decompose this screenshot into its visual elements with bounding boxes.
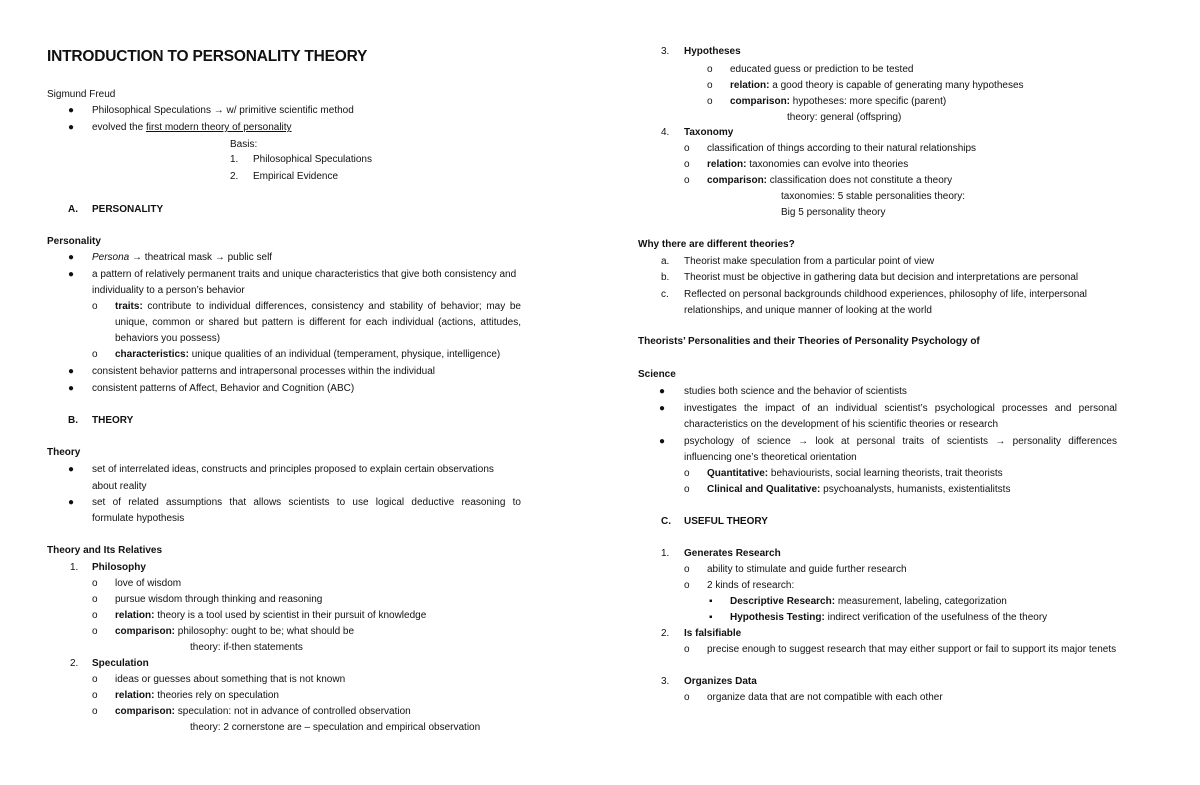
- traits-label: traits:: [115, 301, 143, 312]
- theory-bullet-2-line-2: formulate hypothesis: [92, 513, 185, 524]
- why-heading: Why there are different theories?: [638, 239, 795, 250]
- bullet-marker: ●: [659, 403, 666, 414]
- traits-line-3: behaviors you possess): [115, 333, 221, 344]
- science-bullet-3-line-2: influencing one’s theoretical orientation: [684, 452, 857, 463]
- useful-num-1: 1.: [661, 548, 670, 559]
- section-b-letter: B.: [68, 415, 78, 426]
- descriptive-research-item: [730, 596, 1007, 608]
- bullet-marker: ●: [68, 497, 75, 508]
- generates-item-1: ability to stimulate and guide further research: [707, 564, 907, 575]
- personality-bullet-2-line-2: individuality to a person’s behavior: [92, 285, 245, 296]
- bullet-marker: ●: [659, 386, 666, 397]
- relation-label: relation:: [115, 690, 155, 701]
- hypotheses-item-1: educated guess or prediction to be tested: [730, 64, 914, 75]
- why-letter-a: a.: [661, 256, 670, 267]
- taxonomy-item-3-line-3: Big 5 personality theory: [781, 207, 886, 218]
- circle-marker: o: [684, 580, 690, 591]
- bullet-marker: ●: [68, 122, 75, 133]
- relation-text: theories rely on speculation: [154, 690, 279, 701]
- circle-marker: o: [92, 706, 98, 717]
- hypothesis-testing-text: indirect verification of the usefulness of the theory: [824, 612, 1048, 623]
- bullet-marker: ●: [659, 436, 666, 447]
- characteristics-line: [115, 349, 500, 361]
- relation-label: relation:: [730, 80, 770, 91]
- basis-num-1: 1.: [230, 154, 239, 165]
- why-item-c-line-2: relationships, and unique manner of looking at the world: [684, 305, 932, 316]
- theorists-heading: Theorists’ Personalities and their Theories of Personality Psychology of: [638, 336, 980, 347]
- science-bullet-3-line-1: psychology of science → look at personal traits of scientists → personality differences: [684, 436, 1117, 447]
- why-letter-c: c.: [661, 289, 669, 300]
- descriptive-label: Descriptive Research:: [730, 596, 836, 607]
- philosophy-item-4-line-2: theory: if-then statements: [190, 642, 303, 653]
- hypothesis-testing-label: Hypothesis Testing:: [730, 612, 825, 623]
- relation-text: theory is a tool used by scientist in their pursuit of knowledge: [154, 610, 427, 621]
- freud-bullet-2-text: evolved the: [92, 122, 146, 133]
- section-a-letter: A.: [68, 204, 78, 215]
- relation-text: taxonomies can evolve into theories: [746, 159, 909, 170]
- circle-marker: o: [707, 80, 713, 91]
- circle-marker: o: [684, 468, 690, 479]
- comparison-label: comparison:: [707, 175, 768, 186]
- descriptive-text: measurement, labeling, categorization: [835, 596, 1007, 607]
- circle-marker: o: [92, 594, 98, 605]
- why-letter-b: b.: [661, 272, 670, 283]
- comparison-label: comparison:: [115, 626, 176, 637]
- section-c-letter: C.: [661, 516, 671, 527]
- quantitative-item: [707, 468, 1003, 480]
- why-item-b: Theorist must be objective in gathering data but decision and interpretations are personal: [684, 272, 1079, 283]
- hypothesis-testing-item: [730, 612, 1047, 624]
- page-title: INTRODUCTION TO PERSONALITY THEORY: [47, 48, 368, 65]
- relatives-num-1: 1.: [70, 562, 79, 573]
- bullet-marker: ●: [68, 464, 75, 475]
- personality-bullet-3: consistent behavior patterns and intrapersonal processes within the individual: [92, 366, 435, 377]
- traits-line-1: [115, 301, 521, 313]
- bullet-marker: ●: [68, 105, 75, 116]
- science-heading: Science: [638, 369, 676, 380]
- circle-marker: o: [684, 175, 690, 186]
- bullet-marker: ●: [68, 383, 75, 394]
- square-marker: ▪: [709, 612, 713, 623]
- science-bullet-2-line-2: characteristics on the development of his scientific theories or research: [684, 419, 999, 430]
- circle-marker: o: [684, 484, 690, 495]
- relatives-heading: Theory and Its Relatives: [47, 545, 163, 556]
- clinical-item: [707, 484, 1010, 496]
- useful-num-2: 2.: [661, 628, 670, 639]
- theory-heading: Theory: [47, 447, 81, 458]
- science-bullet-1: studies both science and the behavior of scientists: [684, 386, 907, 397]
- relatives-num-2: 2.: [70, 658, 79, 669]
- circle-marker: o: [684, 564, 690, 575]
- section-c-label: USEFUL THEORY: [684, 516, 768, 527]
- freud-heading: Sigmund Freud: [47, 89, 116, 100]
- circle-marker: o: [707, 64, 713, 75]
- falsifiable-label: Is falsifiable: [684, 628, 742, 639]
- characteristics-text: unique qualities of an individual (temperament, physique, intelligence): [188, 349, 501, 360]
- hypotheses-num: 3.: [661, 46, 670, 57]
- personality-bullet-2-line-1: a pattern of relatively permanent traits and unique characteristics that give both consistency and: [92, 269, 517, 280]
- useful-num-3: 3.: [661, 676, 670, 687]
- taxonomy-item-3-line-2: taxonomies: 5 stable personalities theory:: [781, 191, 965, 202]
- relation-text: a good theory is capable of generating many hypotheses: [769, 80, 1024, 91]
- square-marker: ▪: [709, 596, 713, 607]
- clinical-label: Clinical and Qualitative:: [707, 484, 821, 495]
- organizes-item-1: organize data that are not compatible with each other: [707, 692, 943, 703]
- comparison-label: comparison:: [730, 96, 791, 107]
- traits-line-2: unique, common or shared but pattern is different for each individual (actions, attitudes,: [115, 317, 521, 328]
- circle-marker: o: [684, 644, 690, 655]
- hypotheses-label: Hypotheses: [684, 46, 741, 57]
- comparison-label: comparison:: [115, 706, 176, 717]
- circle-marker: o: [92, 578, 98, 589]
- circle-marker: o: [707, 96, 713, 107]
- hypotheses-item-2: [730, 80, 1024, 92]
- theory-bullet-1-line-2: about reality: [92, 481, 147, 492]
- circle-marker: o: [92, 690, 98, 701]
- circle-marker: o: [92, 610, 98, 621]
- persona-italic: Persona: [92, 252, 130, 263]
- taxonomy-num: 4.: [661, 127, 670, 138]
- quantitative-text: behaviourists, social learning theorists, trait theorists: [768, 468, 1003, 479]
- personality-heading: Personality: [47, 236, 101, 247]
- philosophy-item-3: [115, 610, 426, 622]
- bullet-marker: ●: [68, 366, 75, 377]
- freud-bullet-2-underlined: first modern theory of personality: [145, 122, 292, 133]
- philosophy-item-1: love of wisdom: [115, 578, 182, 589]
- circle-marker: o: [684, 692, 690, 703]
- philosophy-label: Philosophy: [92, 562, 146, 573]
- traits-text: contribute to individual differences, consistency and stability of behavior; may be: [142, 301, 521, 312]
- section-a-label: PERSONALITY: [92, 204, 164, 215]
- generates-research-label: Generates Research: [684, 548, 781, 559]
- clinical-text: psychoanalysts, humanists, existentialitsts: [820, 484, 1011, 495]
- characteristics-label: characteristics:: [115, 349, 189, 360]
- theory-bullet-2-line-1: set of related assumptions that allows scientists to use logical deductive reasoning to: [92, 497, 521, 508]
- speculation-label: Speculation: [92, 658, 149, 669]
- personality-bullet-1: [92, 252, 272, 264]
- falsifiable-item-1: precise enough to suggest research that may either support or fail to support its major tenets: [707, 644, 1117, 655]
- why-item-c-line-1: Reflected on personal backgrounds childhood experiences, philosophy of life, interpersonal: [684, 289, 1088, 300]
- relation-label: relation:: [115, 610, 155, 621]
- circle-marker: o: [684, 159, 690, 170]
- circle-marker: o: [684, 143, 690, 154]
- quantitative-label: Quantitative:: [707, 468, 769, 479]
- basis-num-2: 2.: [230, 171, 239, 182]
- persona-rest: → theatrical mask → public self: [129, 252, 273, 263]
- bullet-marker: ●: [68, 252, 75, 263]
- speculation-item-1: ideas or guesses about something that is not known: [115, 674, 346, 685]
- generates-item-2: 2 kinds of research:: [707, 580, 795, 591]
- speculation-item-2: [115, 690, 279, 702]
- taxonomy-item-2: [707, 159, 908, 171]
- philosophy-item-2: pursue wisdom through thinking and reasoning: [115, 594, 323, 605]
- comparison-text: speculation: not in advance of controlled observation: [175, 706, 411, 717]
- personality-bullet-4: consistent patterns of Affect, Behavior and Cognition (ABC): [92, 383, 355, 394]
- theory-bullet-1-line-1: set of interrelated ideas, constructs and principles proposed to explain certain observations: [92, 464, 494, 475]
- relation-label: relation:: [707, 159, 747, 170]
- organizes-data-label: Organizes Data: [684, 676, 757, 687]
- speculation-item-3-line-2: theory: 2 cornerstone are – speculation and empirical observation: [190, 722, 481, 733]
- freud-bullet-2: [92, 122, 292, 134]
- science-bullet-2-line-1: investigates the impact of an individual scientist’s psychological processes and personal: [684, 403, 1117, 414]
- basis-item-1: Philosophical Speculations: [253, 154, 372, 165]
- philosophy-item-4: [115, 626, 354, 638]
- basis-item-2: Empirical Evidence: [253, 171, 339, 182]
- circle-marker: o: [92, 301, 98, 312]
- freud-bullet-1: Philosophical Speculations → w/ primitive scientific method: [92, 105, 354, 116]
- comparison-text: hypotheses: more specific (parent): [790, 96, 947, 107]
- taxonomy-item-1: classification of things according to their natural relationships: [707, 143, 977, 154]
- hypotheses-item-3-line-2: theory: general (offspring): [787, 112, 902, 123]
- taxonomy-label: Taxonomy: [684, 127, 734, 138]
- why-item-a: Theorist make speculation from a particular point of view: [684, 256, 935, 267]
- comparison-text: philosophy: ought to be; what should be: [175, 626, 355, 637]
- hypotheses-item-3: [730, 96, 946, 108]
- bullet-marker: ●: [68, 269, 75, 280]
- circle-marker: o: [92, 626, 98, 637]
- circle-marker: o: [92, 674, 98, 685]
- taxonomy-item-3: [707, 175, 952, 187]
- basis-label: Basis:: [230, 139, 258, 150]
- section-b-label: THEORY: [92, 415, 134, 426]
- comparison-text: classification does not constitute a theory: [767, 175, 953, 186]
- speculation-item-3: [115, 706, 411, 718]
- circle-marker: o: [92, 349, 98, 360]
